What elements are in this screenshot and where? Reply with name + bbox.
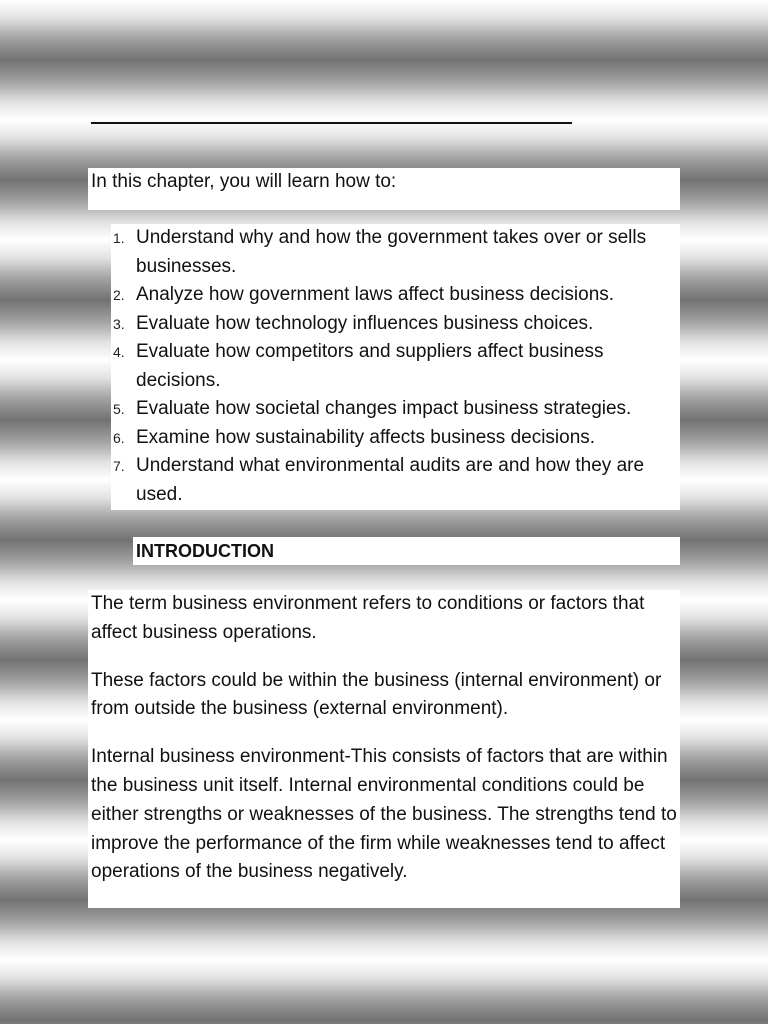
paragraph-definition: The term business environment refers to conditions or factors that affect business operations. xyxy=(91,593,645,643)
learning-intro-panel xyxy=(88,168,680,210)
objectives-list xyxy=(111,224,680,509)
objective-text: Evaluate how societal changes impact business strategies. xyxy=(136,398,632,419)
objective-item xyxy=(111,281,681,310)
objective-item xyxy=(111,424,681,453)
objective-text: Examine how sustainability affects business decisions. xyxy=(136,426,596,448)
introduction-heading: INTRODUCTION xyxy=(136,541,274,561)
objective-text: Analyze how government laws affect business decisions. xyxy=(136,284,615,305)
objective-number: 5. xyxy=(113,401,125,417)
objective-number: 2. xyxy=(113,287,125,303)
learning-intro-text: In this chapter, you will learn how to: xyxy=(91,171,397,192)
objective-number: 7. xyxy=(113,458,125,474)
objective-number: 3. xyxy=(113,315,125,332)
objective-text: Evaluate how technology influences business choices. xyxy=(136,312,594,334)
title-rule xyxy=(91,122,572,124)
objective-text: Understand why and how the government takes over or sells businesses. xyxy=(136,227,647,277)
paragraph-factors: These factors could be within the business (internal environment) or from outside the business (external environment). xyxy=(91,669,662,720)
objective-text: Understand what environmental audits are and how they are used. xyxy=(136,455,645,505)
objective-item xyxy=(111,310,681,339)
paragraph-internal-environment: Internal business environment-This consists of factors that are within the business unit itself. Internal environmental conditions could be either strengths or weaknesses of the business. The strengths tend to improve the performance of the firm while weaknesses tend to affect operations of the business negatively. xyxy=(91,746,677,883)
objective-item xyxy=(111,395,681,424)
introduction-heading-panel xyxy=(133,537,680,565)
objective-item xyxy=(111,338,681,395)
objective-number: 6. xyxy=(113,429,125,446)
objective-text: Evaluate how competitors and suppliers affect business decisions. xyxy=(136,341,604,391)
objective-number: 4. xyxy=(113,344,125,360)
objective-item xyxy=(111,224,681,281)
objectives-panel xyxy=(111,224,680,510)
objective-number: 1. xyxy=(113,230,125,246)
body-text-panel xyxy=(88,590,680,908)
objective-item xyxy=(111,452,681,509)
